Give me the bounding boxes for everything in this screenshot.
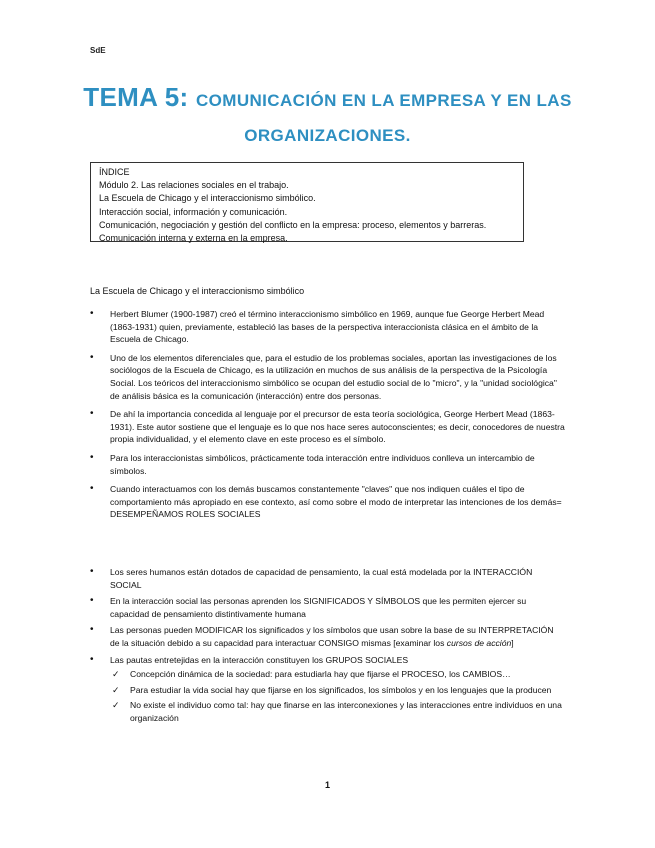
checkmark-icon: ✓ — [112, 700, 120, 711]
checkmark-icon: ✓ — [112, 669, 120, 680]
index-item: Interacción social, información y comunicación. — [99, 206, 288, 217]
index-item: Comunicación interna y externa en la empresa. — [99, 233, 288, 244]
section-title: La Escuela de Chicago y el interaccionismo simbólico — [90, 286, 305, 296]
index-item: Comunicación, negociación y gestión del conflicto en la empresa: proceso, elementos y barreras. — [99, 219, 487, 230]
page-title — [60, 80, 595, 154]
bullet-item: • Cuando interactuamos con los demás buscamos constantemente "claves" que nos indiquen cuáles el tipo de comportamiento más apropiado en ese contexto, así como sobre el modo de interpretar las intenciones de los demás= DESEMPEÑAMOS ROLES SOCIALES — [90, 483, 565, 521]
title-line2: ORGANIZACIONES. — [244, 126, 411, 145]
header-mark: SdE — [90, 46, 106, 55]
index-item: La Escuela de Chicago y el interaccionismo simbólico. — [99, 193, 316, 204]
index-item: Módulo 2. Las relaciones sociales en el trabajo. — [99, 180, 289, 191]
bullet-item: • Los seres humanos están dotados de capacidad de pensamiento, la cual está modelada por la INTERACCIÓN SOCIAL — [90, 566, 565, 591]
title-line1: COMUNICACIÓN EN LA EMPRESA Y EN LAS — [195, 91, 572, 110]
check-text: Concepción dinámica de la sociedad: para estudiarla hay que fijarse el PROCESO, los CAMBIOS… — [130, 669, 511, 680]
bullet-text: Las personas pueden MODIFICAR los significados y los símbolos que usan sobre la base de su INTERPRETACIÓN de la situación debido a su capacidad para interactuar CONSIGO mismas [examinar los — [110, 625, 554, 648]
bullet-item — [90, 654, 565, 725]
bullet-list-chicago — [90, 308, 565, 527]
check-item — [110, 684, 565, 697]
bullet-emphasis: cursos de acción — [446, 637, 512, 648]
title-prefix: TEMA 5: — [83, 82, 196, 112]
page-number: 1 — [324, 780, 330, 790]
bullet-item — [90, 624, 565, 649]
bullet-list-interaction — [90, 566, 565, 729]
bullet-item: • Para los interaccionistas simbólicos, prácticamente toda interacción entre individuos conlleva un intercambio de símbolos. — [90, 452, 565, 477]
check-text: No existe el individuo como tal: hay que finarse en las interconexiones y las interacciones entre individuos en una organización — [130, 700, 562, 723]
index-heading: ÍNDICE — [99, 167, 130, 177]
check-text: Para estudiar la vida social hay que fijarse en los significados, los símbolos y en los lenguajes que la producen — [130, 684, 552, 695]
bullet-item: • De ahí la importancia concedida al lenguaje por el precursor de esta teoría sociológica, George Herbert Mead (1863-1931). Este autor sostiene que el lenguaje es lo que nos hace seres autoconscientes; es decir, conocedores de nuestra propia individualidad, y el elemento clave en este proceso es el símbolo. — [90, 408, 565, 446]
bullet-text: Las pautas entretejidas en la interacción constituyen los GRUPOS SOCIALES — [110, 654, 409, 665]
checkmark-icon: ✓ — [112, 684, 120, 695]
check-item — [110, 668, 565, 681]
check-list — [110, 668, 565, 724]
check-item — [110, 699, 565, 724]
bullet-text-end: ] — [511, 637, 514, 648]
bullet-item: • Herbert Blumer (1900-1987) creó el término interaccionismo simbólico en 1969, aunque fue George Herbert Mead (1863-1931) quien, previamente, estableció las bases de la perspectiva interaccionista clásica en el ámbito de la Escuela de Chicago. — [90, 308, 565, 346]
bullet-item: • En la interacción social las personas aprenden los SIGNIFICADOS Y SÍMBOLOS que les permiten ejercer su capacidad de pensamiento distintivamente humana — [90, 595, 565, 620]
index-box — [90, 162, 524, 242]
bullet-item: • Uno de los elementos diferenciales que, para el estudio de los problemas sociales, aportan las investigaciones de los sociólogos de la Escuela de Chicago, es la utilización en muchos de sus análisis de la perspectiva de la Psicología Social. Los teóricos del interaccionismo simbólico se ocupan del estudio social de lo "micro", y la "unidad sociológica" de análisis básica es la comunicación (interacción) entre dos personas. — [90, 352, 565, 402]
